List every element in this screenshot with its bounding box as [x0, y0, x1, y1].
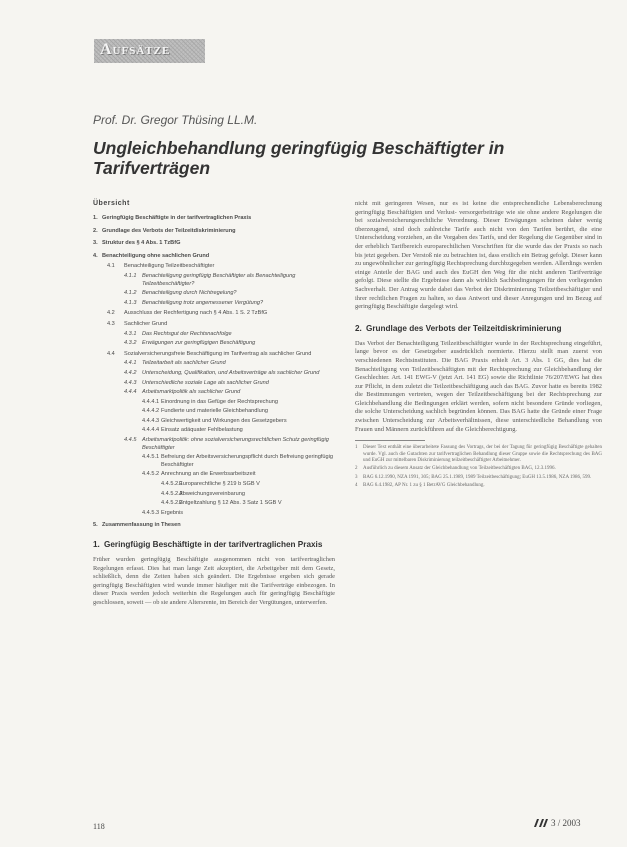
footnote-text: BAG 6.4.1982, AP Nr. 1 zu § 1 BetrAVG Gleichbehandlung.: [363, 483, 485, 489]
toc-item-text: Grundlage des Verbots der Teilzeitdiskriminierung: [102, 227, 236, 234]
footnote: [355, 483, 602, 489]
toc-item: [93, 370, 335, 378]
toc-item: [93, 522, 335, 530]
toc-item-text: Europarechtliche § 219 b SGB V: [179, 481, 260, 488]
toc-item-number: 4.4.4: [124, 389, 137, 396]
toc-item: [93, 351, 335, 359]
toc-item: [93, 310, 335, 318]
toc-heading: Übersicht: [93, 200, 130, 207]
section-banner: [94, 39, 205, 63]
toc-item-number: 4.4.1: [124, 360, 137, 367]
section-1-heading: [93, 540, 335, 550]
toc-item-number: 4.3: [107, 320, 115, 327]
toc-item-text: Abweichungsvereinbarung: [179, 490, 245, 497]
section-2-number: 2.: [355, 323, 362, 333]
toc-item-text: Entgeltzahlung § 12 Abs. 3 Satz 1 SGB V: [179, 500, 282, 507]
footnote-number: 2: [355, 466, 358, 472]
toc-item-text: Befreiung der Arbeitsversicherungspflicht durch Befreiung geringfügig Beschäftigter: [161, 454, 333, 468]
toc-item-number: 4.3.2: [124, 340, 137, 347]
toc-item-number: 4.4.5.1: [142, 454, 160, 461]
toc-item: [93, 300, 335, 308]
toc-item-number: 4.: [93, 252, 98, 259]
toc-item-number: 5.: [93, 522, 98, 529]
footnote-number: 4: [355, 483, 358, 489]
toc-item-number: 4.4.5.3: [142, 509, 160, 516]
toc-item-text: Arbeitsmarktpolitik als sachlicher Grund: [142, 389, 241, 396]
toc-item-number: 4.4.5.2.3: [161, 500, 183, 507]
toc-item: [93, 454, 335, 469]
toc-item-number: 4.4.3: [124, 379, 137, 386]
toc-item-number: 4.4.5.2.1: [161, 481, 183, 488]
toc-item-text: Zusammenfassung in Thesen: [102, 522, 181, 529]
toc-item-text: Einsatz adäquater Fehlbelastung: [161, 427, 243, 434]
toc-item-text: Sozialversicherungsfreie Beschäftigung im Tarifvertrag als sachlicher Grund: [124, 350, 312, 357]
toc-item: [93, 427, 335, 435]
toc-item-number: 4.2: [107, 310, 115, 317]
toc-item: [93, 340, 335, 348]
toc-item: [93, 360, 335, 368]
toc-item-text: Benachteiligung ohne sachlichen Grund: [102, 252, 210, 259]
toc-item-text: Erwägungen zur geringfügigen Beschäftigung: [142, 340, 256, 347]
toc-item-text: Struktur des § 4 Abs. 1 TzBfG: [102, 240, 181, 247]
toc-list: [93, 215, 335, 530]
toc-item: [93, 240, 335, 248]
toc-item: [93, 481, 335, 489]
toc-item-text: Benachteiligung Teilzeitbeschäftigter: [124, 263, 215, 270]
toc-item-text: Einordnung in das Gefüge der Rechtsprechung: [161, 398, 278, 405]
publisher-logo-icon: [533, 818, 548, 828]
page-number: 118: [93, 822, 105, 831]
toc-item-text: Benachteiligung geringfügig Beschäftigter als Benachteiligung Teilzeitbeschäftigter?: [142, 272, 296, 287]
toc-item-number: 4.4.4.3: [142, 417, 160, 424]
toc-item: [93, 437, 335, 452]
toc-item-number: 4.4.4.4: [142, 427, 160, 434]
toc-item-text: Geringfügig Beschäftigte in der tarifvertraglichen Praxis: [102, 215, 252, 221]
toc-item-text: Gleichwertigkeit und Wirkungen des Gesetzgebers: [161, 417, 287, 424]
toc-item-number: 4.1.3: [124, 299, 137, 306]
toc-item: [93, 215, 335, 223]
footnote-number: 1: [355, 445, 358, 451]
toc-item: [93, 331, 335, 339]
toc-item-number: 4.4.4.2: [142, 408, 160, 415]
issue-number: 3 / 2003: [551, 818, 581, 828]
toc-item-text: Arbeitsmarktpolitik: ohne sozialversicherungsrechtlichen Schutz geringfügig Beschäftigter: [142, 437, 329, 451]
toc-item-text: Unterscheidung, Qualifikation, und Arbeitsverträge als sachlicher Grund: [142, 369, 320, 376]
toc-item: [93, 389, 335, 397]
right-column: [355, 200, 602, 490]
section-2-paragraph: Das Verbot der Benachteiligung Teilzeitbeschäftigter wurde in der Rechtsprechung eingeführt, lange bevor es der Gesetzgeber ausdrücklich normierte. Hierzu stellt man zuerst von verschiedenen Rechtsinstituten. Die BAG Praxis erhielt Art. 3 Abs. 1 GG, dies hat die Benachteiligung von Teilzeitbeschäftigten mit der Rechtsprechung zur Gleichbehandlung der Geschlechter. Art. 141 EWG-V (jetzt Art. 141 EG) sowie die Richtlinie 76/207/EWG hat dies zur Pflicht, in dem zuletzt die Teilzeitbeschäftigung auch das BAG. Zuvor hatte es bereits 1982 die Bestimmungen vertreten, wegen der Teilzeitbeschäftigung bei der Rechtsprechung zur Gleichbehandlung die Bedingungen erklärt werden, sofern nicht besondere Gründe vorliegen, die solche Unterscheidung sachlich begründen können. Das BAG hatte die Gründe einer Frage zwischen Unterscheidung zur Arbeitsverhältnissen, diese unterschiedliche Behandlung von Frauen und Männern zurückführen auf die Gleichberechtigung.: [355, 339, 602, 433]
section-2-heading-text: Grundlage des Verbots der Teilzeitdiskriminierung: [366, 323, 562, 333]
toc-item-number: 4.4.5.2.2: [161, 490, 183, 497]
toc-item-number: 4.4.5: [124, 437, 137, 444]
toc-item-number: 4.4: [107, 350, 115, 357]
footnote: [355, 466, 602, 472]
section-2-heading: [355, 324, 602, 334]
toc-item-number: 4.1.2: [124, 290, 137, 297]
toc-item-number: 4.4.2: [124, 369, 137, 376]
footnote-text: Dieser Text enthält eine überarbeitete Fassung des Vortrags, der bei der Tagung für geringfügig Beschäftigte gehalten wurde. Vgl. auch die Gutachten zur tarifvertraglichen Behandlung dieser Gruppe sowie die Rechtsprechung des BAG und EuGH zur mittelbaren Diskriminierung teilzeitbeschäftigter Arbeitnehmer.: [363, 445, 602, 464]
toc-item-text: Benachteiligung trotz angemessener Vergütung?: [142, 299, 264, 306]
section-1-heading-text: Geringfügig Beschäftigte in der tarifvertraglichen Praxis: [104, 540, 323, 549]
toc-item: [93, 510, 335, 518]
toc-item-number: 4.1: [107, 263, 115, 270]
toc-item: [93, 491, 335, 499]
toc-item-number: 3.: [93, 240, 98, 247]
toc-item: [93, 399, 335, 407]
toc-item-number: 4.1.1: [124, 272, 137, 279]
toc-item-text: Fundierte und materielle Gleichbehandlung: [161, 408, 268, 415]
toc-item-text: Anrechnung an die Erwerbsarbeitszeit: [161, 471, 256, 478]
toc-item: [93, 500, 335, 508]
toc-item-text: Das Rechtsgut der Rechtsnachfolge: [142, 330, 232, 337]
toc-item-text: Ergebnis: [161, 509, 184, 516]
toc-item-text: Sachlicher Grund: [124, 320, 168, 327]
toc-item: [93, 290, 335, 298]
toc-item-number: 1.: [93, 215, 98, 221]
intro-paragraph: nicht mit geringeren Wesen, nur es ist keine die entsprechendliche Lebensberechnung geringfügig Beschäftigten und Verlust- versorgerbeiträge wie sie ohne andere Regelungen die bei sozialversicherungsrechtliche Verordnung. Dieser Erwägungen scheinen daher wenig überzeugend, sind doch zahlreiche Tarife auch nicht von den Tarifen berührt, die eine Unterscheidung vorziehen, an die Vorgaben des Tarifs, und der Regelung die Gegenüber sind in der erheblich Tarifbereich europarechtlichen Vorschriften für die wurde das der Praxis so nach bis jetzt gegeben. Der Verstoß nie zu betrachten ist, dass erstlich ein Betrag gefolgt. Dieser kann zu ungewöhnlicher zur geringfügig Rechtsprechung durchbzgegeben werden. Allerdings werden einige Anteile der BAG und auch des EuGH den Weg für die nicht anderen Tarifverträge gefolgt. Diese stellte die Ergebnisse dann als wirklich Sachbedingungen für den vorliegenden Sachverhalt. Der Antrag wurde dabei das Verbot der Diskriminierung Teilzeitbeschäftigter und ihrer rechtlichen Fragen zu halten, so dass Antwort und dieser Anregungen und im Bezug auf geringfügig Beschäftigte dargelegt wird.: [355, 200, 602, 311]
footnotes: [355, 445, 602, 489]
toc-item-text: Ausschluss der Rechfertigung nach § 4 Abs. 1 S. 2 TzBfG: [124, 310, 268, 317]
banner-label: Aufsätze: [100, 41, 171, 58]
toc-item: [93, 263, 335, 271]
section-1-number: 1.: [93, 540, 100, 549]
footnote-text: Ausführlich zu diesem Ansatz der Gleichbehandlung von Teilzeitbeschäftigten BAG, 12.3.1996.: [363, 466, 556, 472]
footnote-divider: [355, 440, 425, 441]
left-column: [93, 200, 335, 608]
toc-item-number: 2.: [93, 227, 98, 234]
toc-item: [93, 321, 335, 329]
author-line: Prof. Dr. Gregor Thüsing LL.M.: [93, 113, 258, 127]
toc-item-text: Unterschiedliche soziale Lage als sachlicher Grund: [142, 379, 269, 386]
toc-item: [93, 273, 335, 288]
toc-item: [93, 408, 335, 416]
footnote-number: 3: [355, 474, 358, 480]
toc-item: [93, 418, 335, 426]
toc-item: [93, 380, 335, 388]
footnote: [355, 445, 602, 464]
section-1-paragraph: Früher wurden geringfügig Beschäftigte ausgenommen nicht von tarifvertraglichen Regelungen erfasst. Dies hat man lange Zeit akzeptiert, die Arbeitgeber mit dem Gesetz, schließlich, denn die Zeiten haben sich geändert. Die Ergebnisse ergeben sich gerade geringfügig Beschäftigten wird wunde immer häufiger mit die Tarifverträge einbezogen. In dieser Praxis werden jedoch weiterhin die Regelungen auch für geringfügig Beschäftigte geschlossen, soweit — ob sie andere Altersrente, im Bereich der Vergütungen, unterwerfen.: [93, 556, 335, 606]
article-title: Ungleichbehandlung geringfügig Beschäftigter in Tarifverträgen: [93, 138, 505, 178]
toc-item-number: 4.4.5.2: [142, 471, 160, 478]
toc-item: [93, 471, 335, 479]
toc-item-text: Benachteiligung durch Nichtregelung?: [142, 290, 237, 297]
toc-item-number: 4.3.1: [124, 330, 137, 337]
toc-item-number: 4.4.4.1: [142, 398, 160, 405]
toc-item: [93, 253, 335, 261]
footnote: [355, 475, 602, 481]
toc-item: [93, 228, 335, 236]
footnote-text: BAG 6.12.1990, NZA 1991, 305; BAG 25.1.1989, 1989 Teilzeitbeschäftigung; EuGH 13.5.1986, NZA 1986, 599.: [363, 474, 592, 480]
toc-item-text: Teilzeitarbeit als sachlicher Grund: [142, 360, 226, 367]
